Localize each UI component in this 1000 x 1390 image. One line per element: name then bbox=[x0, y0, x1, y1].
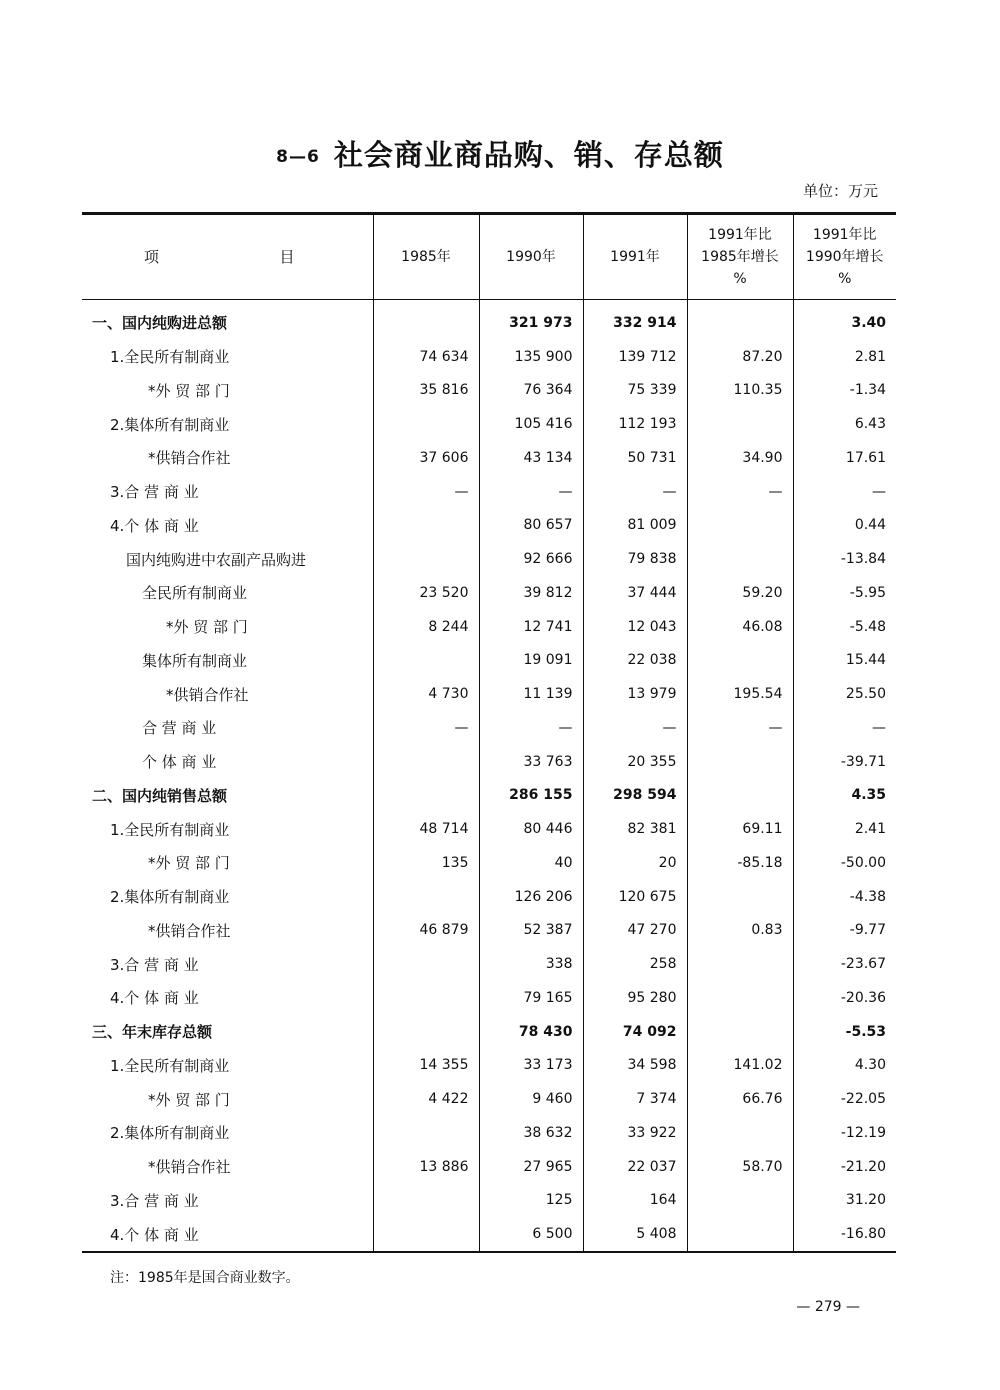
cell-g1985 bbox=[687, 947, 793, 981]
cell-g1985: 58.70 bbox=[687, 1150, 793, 1184]
table-row bbox=[82, 1184, 896, 1218]
table-row bbox=[82, 644, 896, 678]
cell-g1985: 195.54 bbox=[687, 677, 793, 711]
table-row bbox=[82, 576, 896, 610]
cell-y1985 bbox=[373, 644, 479, 678]
cell-g1990: -5.95 bbox=[793, 576, 896, 610]
cell-g1985 bbox=[687, 407, 793, 441]
cell-y1990: 321 973 bbox=[479, 300, 583, 340]
row-label: 国内纯购进中农副产品购进 bbox=[126, 550, 307, 569]
cell-g1990: 4.35 bbox=[793, 779, 896, 813]
row-label: 合 营 商 业 bbox=[142, 719, 217, 738]
row-label: 4.个 体 商 业 bbox=[110, 1225, 199, 1244]
cell-y1985 bbox=[373, 779, 479, 813]
cell-g1990: -1.34 bbox=[793, 374, 896, 408]
row-label: *外 贸 部 门 bbox=[148, 854, 230, 873]
cell-g1990: 15.44 bbox=[793, 644, 896, 678]
cell-y1990: 38 632 bbox=[479, 1116, 583, 1150]
cell-y1985: 8 244 bbox=[373, 610, 479, 644]
table-row bbox=[82, 981, 896, 1015]
cell-y1991: 20 355 bbox=[583, 745, 687, 779]
cell-g1985: 141.02 bbox=[687, 1049, 793, 1083]
header-1991: 1991年 bbox=[583, 214, 687, 300]
cell-y1991: 120 675 bbox=[583, 880, 687, 914]
cell-y1985 bbox=[373, 1217, 479, 1252]
cell-y1985 bbox=[373, 947, 479, 981]
cell-y1985: 74 634 bbox=[373, 340, 479, 374]
header-growth-vs-1990 bbox=[793, 214, 896, 300]
cell-y1991: 164 bbox=[583, 1184, 687, 1218]
cell-y1991: 95 280 bbox=[583, 981, 687, 1015]
row-label: *外 贸 部 门 bbox=[148, 381, 230, 400]
header-1990: 1990年 bbox=[479, 214, 583, 300]
cell-y1990: 80 446 bbox=[479, 812, 583, 846]
cell-y1991: 20 bbox=[583, 846, 687, 880]
cell-g1985: 66.76 bbox=[687, 1082, 793, 1116]
cell-g1990: -5.48 bbox=[793, 610, 896, 644]
cell-y1990: 135 900 bbox=[479, 340, 583, 374]
cell-g1990: -22.05 bbox=[793, 1082, 896, 1116]
row-label: 1.全民所有制商业 bbox=[110, 820, 230, 839]
cell-y1990: 52 387 bbox=[479, 914, 583, 948]
unit-label: 单位：万元 bbox=[802, 182, 878, 200]
cell-y1990: — bbox=[479, 475, 583, 509]
cell-y1985: — bbox=[373, 475, 479, 509]
cell-g1985 bbox=[687, 1184, 793, 1218]
cell-g1990: 2.41 bbox=[793, 812, 896, 846]
footnote: 注：1985年是国合商业数字。 bbox=[110, 1270, 300, 1286]
cell-y1991: 81 009 bbox=[583, 509, 687, 543]
cell-g1990: -4.38 bbox=[793, 880, 896, 914]
cell-g1990: 4.30 bbox=[793, 1049, 896, 1083]
row-label: 集体所有制商业 bbox=[142, 651, 248, 670]
cell-g1990: -23.67 bbox=[793, 947, 896, 981]
table-row bbox=[82, 1082, 896, 1116]
cell-y1985: 4 422 bbox=[373, 1082, 479, 1116]
cell-y1985 bbox=[373, 509, 479, 543]
cell-y1991: 37 444 bbox=[583, 576, 687, 610]
row-label: *供销合作社 bbox=[148, 449, 231, 468]
cell-g1985 bbox=[687, 644, 793, 678]
cell-g1990: 2.81 bbox=[793, 340, 896, 374]
cell-g1985: — bbox=[687, 711, 793, 745]
cell-y1991: 139 712 bbox=[583, 340, 687, 374]
cell-g1985 bbox=[687, 745, 793, 779]
table-row bbox=[82, 1049, 896, 1083]
row-label: 3.合 营 商 业 bbox=[110, 955, 199, 974]
header-growth-1990-line2: 1990年增长 bbox=[805, 249, 884, 265]
page-title bbox=[0, 133, 1000, 174]
table-row bbox=[82, 475, 896, 509]
cell-y1985: 4 730 bbox=[373, 677, 479, 711]
cell-g1985: 110.35 bbox=[687, 374, 793, 408]
table-row bbox=[82, 542, 896, 576]
cell-y1985 bbox=[373, 1015, 479, 1049]
row-label: *供销合作社 bbox=[148, 921, 231, 940]
cell-y1990: 9 460 bbox=[479, 1082, 583, 1116]
cell-y1985: — bbox=[373, 711, 479, 745]
cell-y1990: — bbox=[479, 711, 583, 745]
cell-y1991: 22 038 bbox=[583, 644, 687, 678]
cell-y1990: 92 666 bbox=[479, 542, 583, 576]
table-row bbox=[82, 1217, 896, 1252]
table-row bbox=[82, 1015, 896, 1049]
cell-y1985: 48 714 bbox=[373, 812, 479, 846]
cell-g1985 bbox=[687, 779, 793, 813]
row-label: 3.合 营 商 业 bbox=[110, 1191, 199, 1210]
table-row bbox=[82, 374, 896, 408]
cell-y1991: 34 598 bbox=[583, 1049, 687, 1083]
header-item-left: 项 bbox=[144, 248, 160, 266]
cell-y1991: 82 381 bbox=[583, 812, 687, 846]
cell-g1990: 0.44 bbox=[793, 509, 896, 543]
cell-y1985 bbox=[373, 745, 479, 779]
cell-y1990: 19 091 bbox=[479, 644, 583, 678]
cell-g1985 bbox=[687, 981, 793, 1015]
cell-g1990: -9.77 bbox=[793, 914, 896, 948]
cell-g1990: -21.20 bbox=[793, 1150, 896, 1184]
cell-y1985 bbox=[373, 300, 479, 340]
table-row bbox=[82, 947, 896, 981]
table-row bbox=[82, 880, 896, 914]
cell-y1990: 39 812 bbox=[479, 576, 583, 610]
cell-g1990: — bbox=[793, 475, 896, 509]
cell-y1990: 43 134 bbox=[479, 441, 583, 475]
cell-g1990: -50.00 bbox=[793, 846, 896, 880]
cell-y1991: 79 838 bbox=[583, 542, 687, 576]
cell-y1985 bbox=[373, 407, 479, 441]
cell-y1991: 332 914 bbox=[583, 300, 687, 340]
cell-y1990: 76 364 bbox=[479, 374, 583, 408]
cell-y1985: 23 520 bbox=[373, 576, 479, 610]
cell-g1985: -85.18 bbox=[687, 846, 793, 880]
cell-g1985: 87.20 bbox=[687, 340, 793, 374]
table-row bbox=[82, 1116, 896, 1150]
table-row bbox=[82, 846, 896, 880]
cell-y1991: 13 979 bbox=[583, 677, 687, 711]
cell-g1985 bbox=[687, 1116, 793, 1150]
cell-y1990: 286 155 bbox=[479, 779, 583, 813]
cell-g1990: -20.36 bbox=[793, 981, 896, 1015]
cell-y1985: 135 bbox=[373, 846, 479, 880]
cell-g1990: -5.53 bbox=[793, 1015, 896, 1049]
cell-y1991: — bbox=[583, 711, 687, 745]
row-label: 4.个 体 商 业 bbox=[110, 516, 199, 535]
cell-g1985 bbox=[687, 1217, 793, 1252]
cell-y1991: — bbox=[583, 475, 687, 509]
table-row bbox=[82, 914, 896, 948]
row-label: 3.合 营 商 业 bbox=[110, 483, 199, 502]
cell-g1990: — bbox=[793, 711, 896, 745]
table-title: 社会商业商品购、销、存总额 bbox=[333, 138, 724, 172]
cell-y1991: 74 092 bbox=[583, 1015, 687, 1049]
header-growth-1985-unit: % bbox=[733, 271, 747, 287]
cell-g1985 bbox=[687, 542, 793, 576]
cell-y1990: 126 206 bbox=[479, 880, 583, 914]
table-row bbox=[82, 779, 896, 813]
cell-y1985 bbox=[373, 1116, 479, 1150]
table-row bbox=[82, 340, 896, 374]
cell-y1990: 80 657 bbox=[479, 509, 583, 543]
header-1985: 1985年 bbox=[373, 214, 479, 300]
cell-y1985: 35 816 bbox=[373, 374, 479, 408]
cell-y1985: 46 879 bbox=[373, 914, 479, 948]
cell-y1985: 37 606 bbox=[373, 441, 479, 475]
cell-g1985: — bbox=[687, 475, 793, 509]
row-label: 2.集体所有制商业 bbox=[110, 415, 230, 434]
row-label: 1.全民所有制商业 bbox=[110, 348, 230, 367]
cell-y1990: 33 173 bbox=[479, 1049, 583, 1083]
page-number: — 279 — bbox=[796, 1299, 860, 1315]
header-growth-1985-line2: 1985年增长 bbox=[701, 249, 779, 265]
header-item-right: 目 bbox=[279, 248, 295, 266]
cell-g1990: -39.71 bbox=[793, 745, 896, 779]
cell-g1990: 25.50 bbox=[793, 677, 896, 711]
row-label: *供销合作社 bbox=[148, 1158, 231, 1177]
cell-g1985: 34.90 bbox=[687, 441, 793, 475]
cell-y1985: 13 886 bbox=[373, 1150, 479, 1184]
table-row bbox=[82, 509, 896, 543]
cell-y1985 bbox=[373, 880, 479, 914]
table-row bbox=[82, 441, 896, 475]
row-label: 全民所有制商业 bbox=[142, 584, 248, 603]
row-label: *供销合作社 bbox=[166, 685, 249, 704]
row-label: 4.个 体 商 业 bbox=[110, 989, 199, 1008]
cell-g1985: 46.08 bbox=[687, 610, 793, 644]
row-label: 一、国内纯购进总额 bbox=[92, 314, 228, 333]
cell-y1991: 33 922 bbox=[583, 1116, 687, 1150]
cell-y1991: 112 193 bbox=[583, 407, 687, 441]
row-label: 三、年末库存总额 bbox=[92, 1023, 213, 1042]
cell-g1985: 69.11 bbox=[687, 812, 793, 846]
header-growth-1990-line1: 1991年比 bbox=[812, 227, 877, 243]
cell-g1985: 59.20 bbox=[687, 576, 793, 610]
table-row bbox=[82, 300, 896, 340]
row-label: 1.全民所有制商业 bbox=[110, 1056, 230, 1075]
cell-y1991: 75 339 bbox=[583, 374, 687, 408]
cell-g1990: 3.40 bbox=[793, 300, 896, 340]
cell-y1991: 298 594 bbox=[583, 779, 687, 813]
row-label: *外 贸 部 门 bbox=[148, 1090, 230, 1109]
cell-y1990: 33 763 bbox=[479, 745, 583, 779]
cell-g1990: -12.19 bbox=[793, 1116, 896, 1150]
cell-y1985 bbox=[373, 1184, 479, 1218]
cell-y1990: 6 500 bbox=[479, 1217, 583, 1252]
cell-g1990: 6.43 bbox=[793, 407, 896, 441]
row-label: 2.集体所有制商业 bbox=[110, 1124, 230, 1143]
table-header-row bbox=[82, 214, 896, 300]
cell-y1991: 50 731 bbox=[583, 441, 687, 475]
table-row bbox=[82, 407, 896, 441]
table-row bbox=[82, 812, 896, 846]
cell-y1990: 105 416 bbox=[479, 407, 583, 441]
cell-y1990: 78 430 bbox=[479, 1015, 583, 1049]
cell-y1990: 12 741 bbox=[479, 610, 583, 644]
table-row bbox=[82, 610, 896, 644]
cell-y1985: 14 355 bbox=[373, 1049, 479, 1083]
table-number: 8—6 bbox=[276, 147, 320, 167]
cell-g1990: 31.20 bbox=[793, 1184, 896, 1218]
cell-y1990: 11 139 bbox=[479, 677, 583, 711]
cell-g1990: -16.80 bbox=[793, 1217, 896, 1252]
cell-y1991: 47 270 bbox=[583, 914, 687, 948]
cell-y1990: 27 965 bbox=[479, 1150, 583, 1184]
cell-y1991: 258 bbox=[583, 947, 687, 981]
row-label: 2.集体所有制商业 bbox=[110, 888, 230, 907]
cell-g1985 bbox=[687, 300, 793, 340]
row-label: *外 贸 部 门 bbox=[166, 618, 248, 637]
cell-y1990: 125 bbox=[479, 1184, 583, 1218]
table-body bbox=[82, 300, 896, 1253]
cell-y1990: 79 165 bbox=[479, 981, 583, 1015]
statistics-table bbox=[82, 212, 896, 1253]
cell-y1990: 40 bbox=[479, 846, 583, 880]
cell-y1985 bbox=[373, 542, 479, 576]
table-row bbox=[82, 711, 896, 745]
cell-g1985 bbox=[687, 1015, 793, 1049]
table-row bbox=[82, 745, 896, 779]
cell-g1985 bbox=[687, 880, 793, 914]
row-label: 个 体 商 业 bbox=[142, 753, 217, 772]
row-label: 二、国内纯销售总额 bbox=[92, 786, 228, 805]
cell-g1985: 0.83 bbox=[687, 914, 793, 948]
header-growth-vs-1985 bbox=[687, 214, 793, 300]
header-growth-1990-unit: % bbox=[838, 271, 852, 287]
cell-y1991: 5 408 bbox=[583, 1217, 687, 1252]
table-row bbox=[82, 1150, 896, 1184]
cell-g1990: -13.84 bbox=[793, 542, 896, 576]
table-row bbox=[82, 677, 896, 711]
cell-y1985 bbox=[373, 981, 479, 1015]
cell-g1990: 17.61 bbox=[793, 441, 896, 475]
cell-y1991: 22 037 bbox=[583, 1150, 687, 1184]
cell-y1991: 12 043 bbox=[583, 610, 687, 644]
header-item bbox=[82, 214, 373, 300]
cell-g1985 bbox=[687, 509, 793, 543]
cell-y1990: 338 bbox=[479, 947, 583, 981]
header-growth-1985-line1: 1991年比 bbox=[708, 227, 772, 243]
cell-y1991: 7 374 bbox=[583, 1082, 687, 1116]
